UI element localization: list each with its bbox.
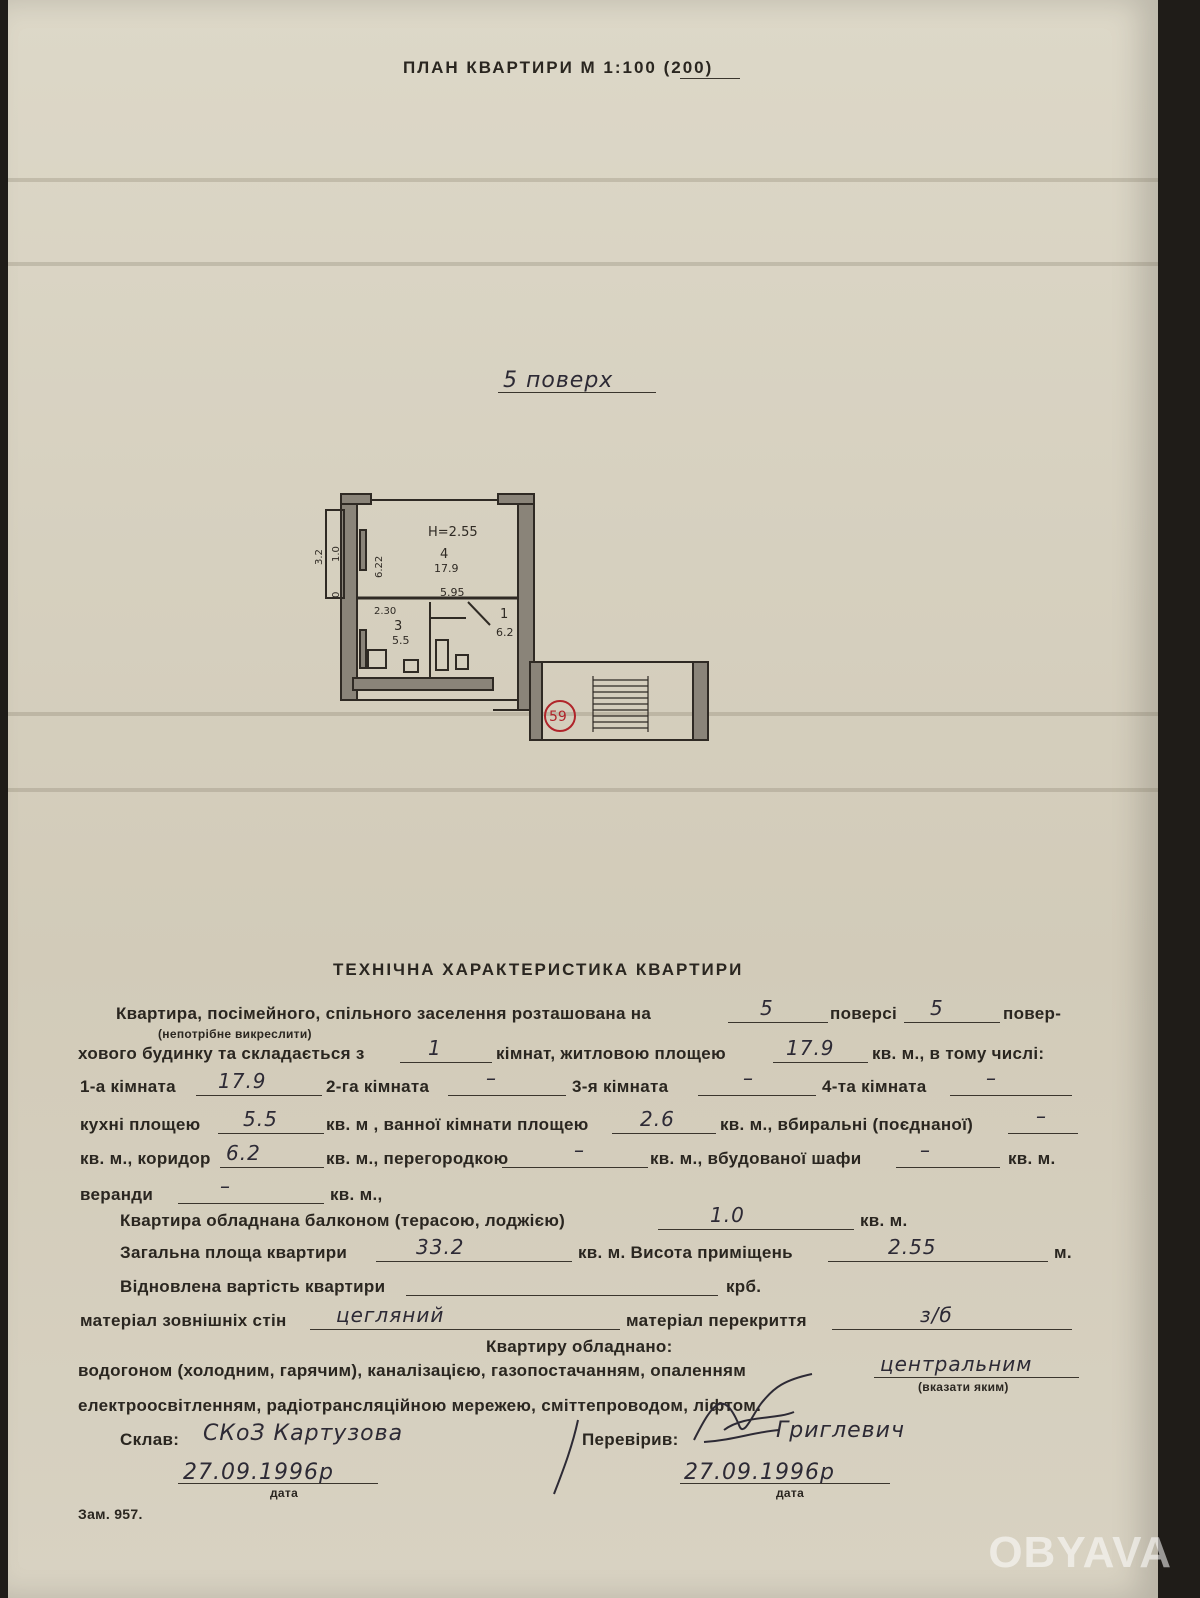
ceiling-label: матеріал перекриття — [626, 1311, 807, 1330]
kitchen-label: кухні площею — [80, 1115, 201, 1134]
room4-area: 17.9 — [434, 562, 459, 575]
walls-label: матеріал зовнішніх стін — [80, 1311, 287, 1330]
total-line — [376, 1261, 572, 1262]
height-label: кв. м. Висота приміщень — [578, 1243, 793, 1262]
date-1-line — [178, 1483, 378, 1484]
room2-label: 2-га кімната — [326, 1077, 430, 1096]
corridor-pre: кв. м., коридор — [80, 1149, 211, 1168]
height-unit: м. — [1054, 1243, 1072, 1262]
cost-label: Відновлена вартість квартири — [120, 1277, 386, 1296]
floor-value: 5 — [760, 996, 774, 1020]
paper-fold — [8, 178, 1158, 182]
balcony-zero: 0 — [331, 591, 342, 598]
bath-line — [612, 1133, 716, 1134]
closet-unit: кв. м. — [1008, 1149, 1056, 1168]
date-caption-1: дата — [270, 1486, 299, 1500]
paper-fold — [8, 788, 1158, 792]
stair-wall — [530, 662, 542, 740]
stairs — [593, 676, 648, 732]
row2-mid: кімнат, житловою площею — [496, 1044, 726, 1063]
closet-label: кв. м., вбудованої шафи — [650, 1149, 862, 1168]
toilet — [456, 655, 468, 669]
kitchen-value: 5.5 — [243, 1107, 278, 1131]
floors-total-value: 5 — [930, 996, 944, 1020]
ceiling-value: з/б — [920, 1303, 953, 1327]
room4-line — [950, 1095, 1072, 1096]
walls-line — [310, 1329, 620, 1330]
top-wall-right — [498, 494, 534, 504]
stair-wall — [693, 662, 708, 740]
height-value: 2.55 — [888, 1235, 937, 1259]
corridor-value: 6.2 — [226, 1141, 261, 1165]
room1-line — [196, 1095, 322, 1096]
rooms-line — [400, 1062, 492, 1063]
corridor-line — [220, 1167, 324, 1168]
row1-label: Квартира, посімейного, спільного заселення розташована на — [116, 1004, 652, 1023]
ceiling-height-label: H=2.55 — [428, 525, 478, 540]
bath-label: кв. м , ванної кімнати площею — [326, 1115, 589, 1134]
dimension-230: 2.30 — [374, 606, 397, 617]
total-label: Загальна площа квартири — [120, 1243, 348, 1262]
total-value: 33.2 — [416, 1235, 465, 1259]
dimension-622: 6.22 — [374, 555, 385, 578]
cost-line — [406, 1295, 718, 1296]
scale-underline — [680, 78, 740, 79]
window — [360, 530, 366, 570]
utilities-line2: електроосвітленням, радіотрансляційною мережею, сміттепроводом, ліфтом. — [78, 1396, 762, 1415]
room1-value: 17.9 — [218, 1069, 267, 1093]
date-1: 27.09.1996р — [183, 1460, 334, 1485]
room3-value: – — [743, 1066, 754, 1090]
room3-line — [698, 1095, 816, 1096]
closet-line — [896, 1167, 1000, 1168]
room2-line — [448, 1095, 566, 1096]
veranda-line — [178, 1203, 324, 1204]
room2-value: – — [486, 1066, 497, 1090]
balcony-value: 1.0 — [710, 1203, 745, 1227]
floors-total-line — [904, 1022, 1000, 1023]
room3-area: 5.5 — [392, 634, 410, 647]
balcony-label: Квартира обладнана балконом (терасою, лоджією) — [120, 1211, 566, 1230]
veranda-unit: кв. м., — [330, 1185, 383, 1204]
heating-line — [874, 1377, 1079, 1378]
heating-value: центральним — [880, 1352, 1033, 1376]
composed-value: СКоЗ Картузова — [203, 1421, 404, 1446]
ceiling-line — [832, 1329, 1072, 1330]
bathtub — [436, 640, 448, 670]
floor-label: 5 поверх — [503, 368, 614, 393]
living-area-line — [773, 1062, 868, 1063]
date-caption-2: дата — [776, 1486, 805, 1500]
partition-label: кв. м., перегородкою — [326, 1149, 509, 1168]
height-line — [828, 1261, 1048, 1262]
partition-line — [502, 1167, 648, 1168]
floor-line — [728, 1022, 828, 1023]
utilities-line1: водогоном (холодним, гарячим), каналізацією, газопостачанням, опаленням — [78, 1361, 747, 1380]
room1-number: 1 — [500, 607, 509, 622]
bottom-wall — [353, 678, 493, 690]
signature — [684, 1370, 824, 1460]
veranda-label: веранди — [80, 1185, 154, 1204]
closet-value: – — [920, 1138, 931, 1162]
toilet-value: – — [1036, 1104, 1047, 1128]
room4-number: 4 — [440, 547, 449, 562]
date-2: 27.09.1996р — [684, 1460, 835, 1485]
bath-value: 2.6 — [640, 1107, 675, 1131]
document-page — [8, 0, 1158, 1598]
balcony-unit: кв. м. — [860, 1211, 908, 1230]
row1-mid: поверсі — [830, 1004, 897, 1023]
floor-plan — [308, 490, 728, 760]
specify-note: (вказати яким) — [918, 1380, 1009, 1394]
plan-title: ПЛАН КВАРТИРИ М 1:100 (200) — [403, 58, 714, 77]
veranda-value: – — [220, 1174, 231, 1198]
balcony-area: 1.0 — [331, 546, 342, 562]
composed-label: Склав: — [120, 1430, 180, 1449]
room1-label: 1-а кімната — [80, 1077, 176, 1096]
strike-note: (непотрібне викреслити) — [158, 1027, 312, 1041]
kitchen-line — [218, 1133, 324, 1134]
cost-unit: крб. — [726, 1277, 762, 1296]
row2-end: кв. м., в тому числі: — [872, 1044, 1045, 1063]
tech-title: ТЕХНІЧНА ХАРАКТЕРИСТИКА КВАРТИРИ — [333, 960, 744, 979]
sink — [404, 660, 418, 672]
checked-value: Григлевич — [776, 1418, 905, 1443]
top-wall-left — [341, 494, 371, 504]
door-swing — [468, 602, 490, 625]
watermark-logo: OBYAVA — [988, 1528, 1172, 1577]
order-number: Зам. 957. — [78, 1506, 143, 1522]
room4-label: 4-та кімната — [822, 1077, 927, 1096]
stove — [368, 650, 386, 668]
walls-value: цегляний — [336, 1303, 445, 1327]
equipped-label: Квартиру обладнано: — [486, 1337, 673, 1356]
balcony-line — [658, 1229, 854, 1230]
dimension-32: 3.2 — [314, 549, 325, 565]
floor-underline — [498, 392, 656, 393]
row2-label: хового будинку та складається з — [78, 1044, 365, 1063]
room3-number: 3 — [394, 619, 403, 634]
checked-label: Перевірив: — [582, 1430, 679, 1449]
toilet-line — [1008, 1133, 1078, 1134]
apartment-number: 59 — [549, 709, 567, 725]
room3-label: 3-я кімната — [572, 1077, 669, 1096]
room4-value: – — [986, 1066, 997, 1090]
living-area: 17.9 — [786, 1036, 835, 1060]
row1-end: повер- — [1003, 1004, 1062, 1023]
date-2-line — [680, 1483, 890, 1484]
window — [360, 630, 366, 668]
partition-value: – — [574, 1138, 585, 1162]
dimension-595: 5.95 — [440, 586, 465, 599]
room1-area: 6.2 — [496, 626, 514, 639]
paper-fold — [8, 262, 1158, 266]
toilet-label: кв. м., вбиральні (поєднаної) — [720, 1115, 974, 1134]
rooms-count: 1 — [428, 1036, 442, 1060]
